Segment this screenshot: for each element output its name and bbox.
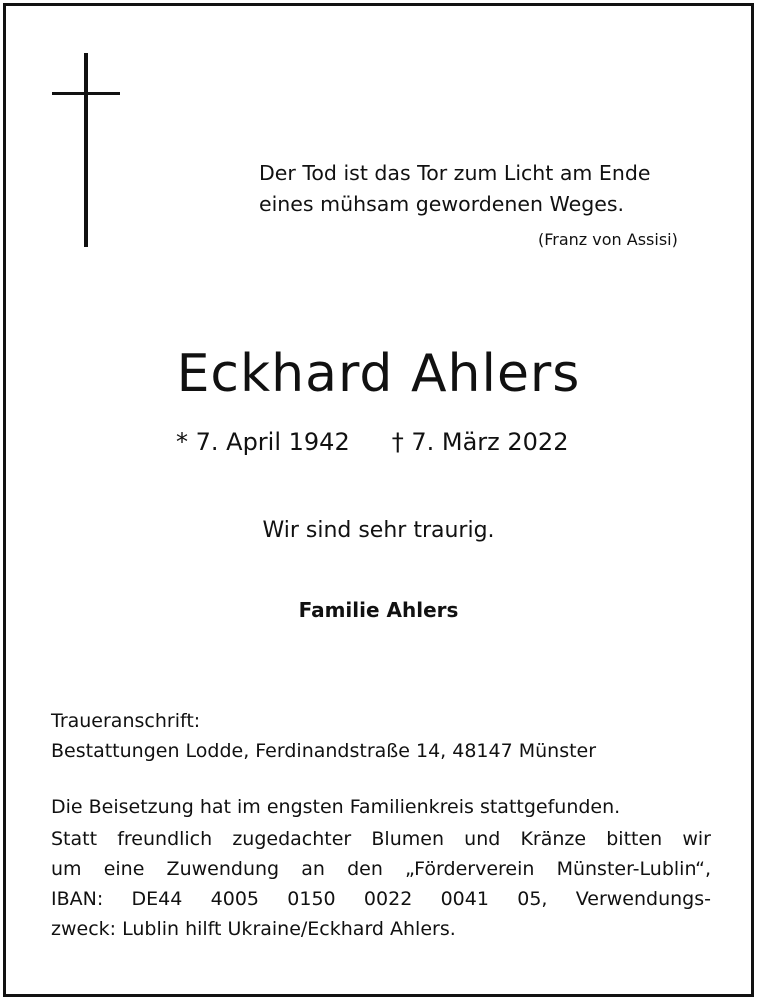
address-label: Traueranschrift: [51,710,201,732]
deceased-name: Eckhard Ahlers [176,344,581,404]
cross-icon-bar [52,92,120,95]
donation-line: zweck: Lublin hilft Ukraine/Eckhard Ahlers. [51,918,456,940]
donation-line: um eine Zuwendung an den „Förderverein Münster-Lublin“, [51,858,711,880]
burial-text: Die Beisetzung hat im engsten Familienkreis stattgefunden. [51,796,621,818]
burial-note [51,792,711,822]
death-date: † 7. März 2022 [391,428,569,456]
donation-request [51,824,711,944]
funeral-address [51,706,711,766]
life-dates [176,428,568,456]
quote-source: (Franz von Assisi) [538,230,678,249]
quote-line: Der Tod ist das Tor zum Licht am Ende [259,161,651,185]
grief-message: Wir sind sehr traurig. [262,518,495,543]
donation-line: IBAN: DE44 4005 0150 0022 0041 05, Verwendungs- [51,888,711,910]
quote-line: eines mühsam gewordenen Weges. [259,192,625,216]
cross-icon [84,53,88,247]
obituary-notice [3,3,754,997]
donation-line: Statt freundlich zugedachter Blumen und Kränze bitten wir [51,828,711,850]
quote [259,158,650,220]
family-signature: Familie Ahlers [298,598,459,622]
address-value: Bestattungen Lodde, Ferdinandstraße 14, 48147 Münster [51,740,597,762]
birth-date: * 7. April 1942 [176,428,350,456]
